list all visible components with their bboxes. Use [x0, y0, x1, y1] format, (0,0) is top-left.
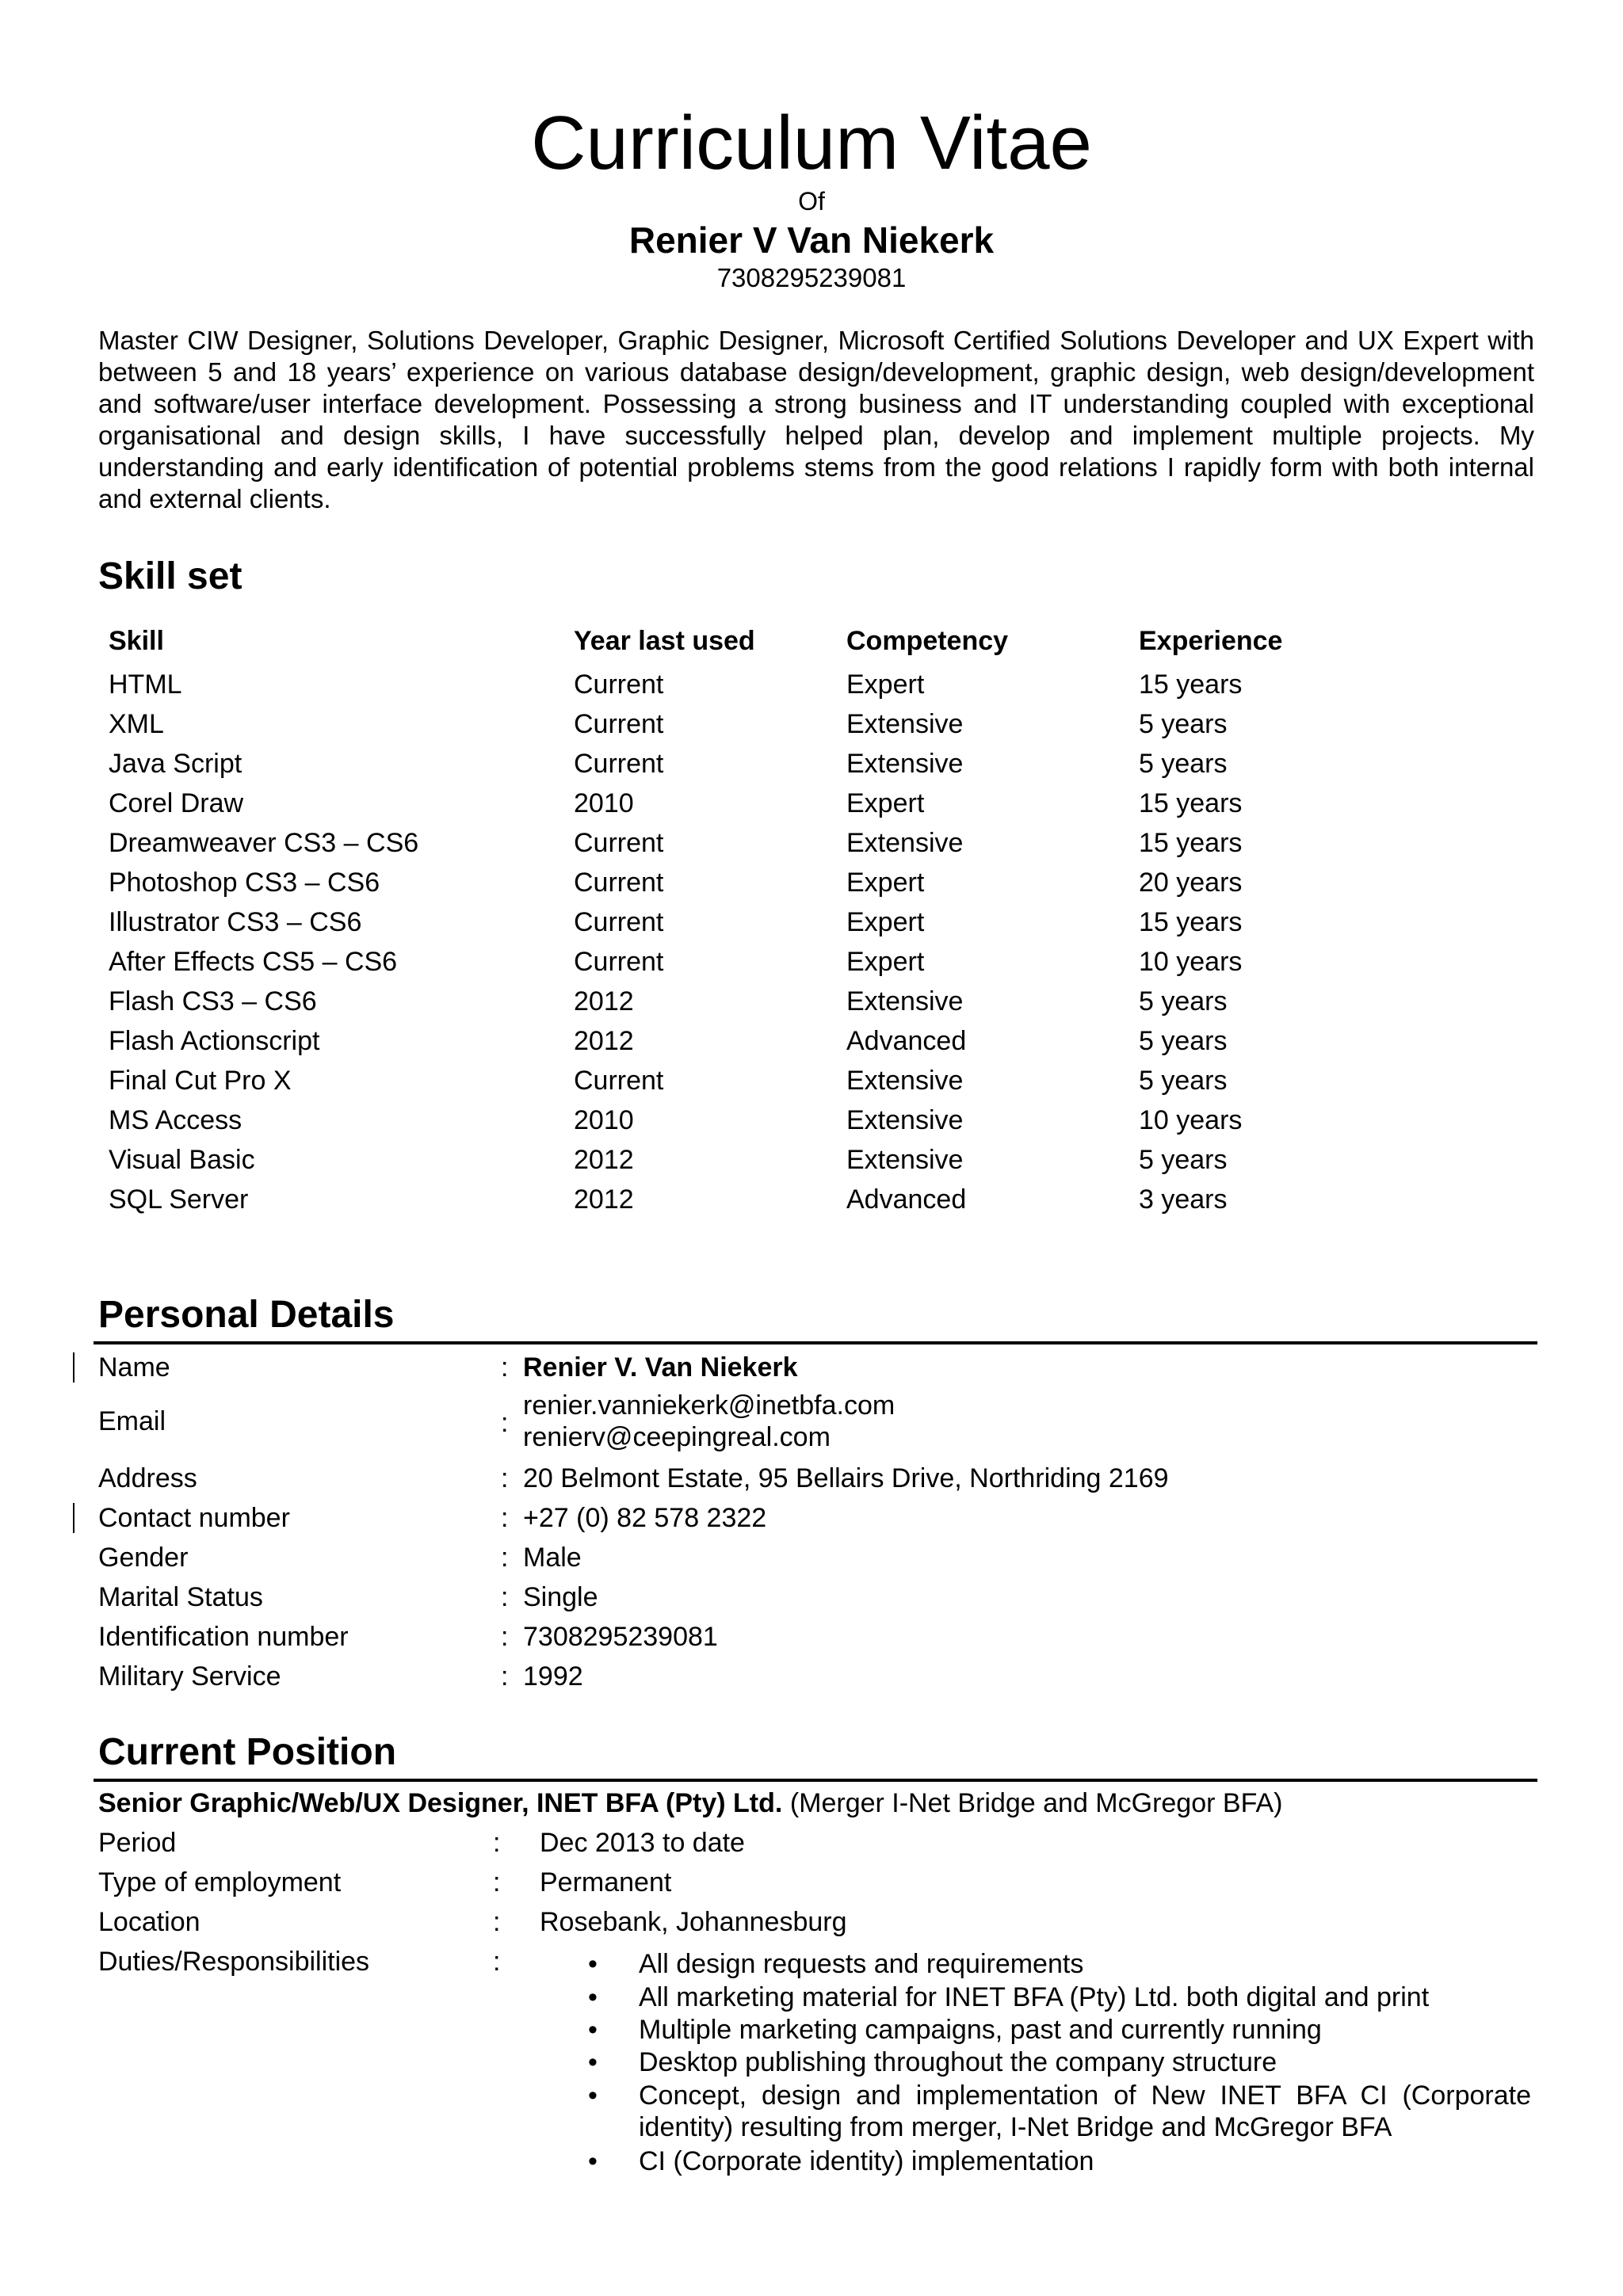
- competency-cell: Extensive: [846, 1145, 964, 1175]
- competency-cell: Advanced: [846, 1026, 967, 1056]
- skills-column-header: Experience: [1139, 626, 1283, 656]
- skill-cell: Dreamweaver CS3 – CS6: [109, 828, 419, 858]
- employment-type-label: Type of employment: [98, 1867, 342, 1897]
- identification-value: 7308295239081: [523, 1622, 718, 1652]
- field-separator: :: [501, 1622, 509, 1652]
- section-divider: [94, 1779, 1537, 1782]
- skill-cell: Flash Actionscript: [109, 1026, 320, 1056]
- bullet-icon: •: [588, 2146, 598, 2176]
- field-separator: :: [501, 1661, 509, 1691]
- contact-value: +27 (0) 82 578 2322: [523, 1503, 767, 1533]
- year-cell: Current: [574, 749, 664, 779]
- field-separator: :: [501, 1408, 509, 1438]
- competency-cell: Extensive: [846, 1105, 964, 1135]
- skill-cell: Final Cut Pro X: [109, 1066, 292, 1096]
- duty-item: CI (Corporate identity) implementation: [639, 2146, 1094, 2176]
- competency-cell: Extensive: [846, 709, 964, 739]
- field-separator: :: [493, 1907, 501, 1937]
- email-label: Email: [98, 1406, 166, 1436]
- year-cell: Current: [574, 828, 664, 858]
- competency-cell: Expert: [846, 947, 925, 977]
- marital-status-value: Single: [523, 1582, 598, 1612]
- skill-cell: HTML: [109, 669, 182, 700]
- experience-cell: 5 years: [1139, 1066, 1228, 1096]
- year-cell: 2012: [574, 1026, 634, 1056]
- document-title: Curriculum Vitae: [531, 101, 1092, 185]
- contact-label: Contact number: [98, 1503, 290, 1533]
- competency-cell: Extensive: [846, 986, 964, 1016]
- period-label: Period: [98, 1828, 177, 1858]
- marital-status-label: Marital Status: [98, 1582, 263, 1612]
- address-label: Address: [98, 1463, 197, 1493]
- current-position-heading: Current Position: [98, 1731, 397, 1773]
- skill-cell: Corel Draw: [109, 788, 244, 818]
- year-cell: 2010: [574, 788, 634, 818]
- skill-cell: SQL Server: [109, 1184, 249, 1215]
- candidate-name: Renier V Van Niekerk: [628, 219, 995, 261]
- experience-cell: 5 years: [1139, 749, 1228, 779]
- skills-column-header: Skill: [109, 626, 164, 656]
- personal-details-heading: Personal Details: [98, 1294, 395, 1336]
- skill-cell: Java Script: [109, 749, 242, 779]
- identification-label: Identification number: [98, 1622, 349, 1652]
- duty-item: Desktop publishing throughout the company structure: [639, 2047, 1277, 2077]
- skill-cell: Photoshop CS3 – CS6: [109, 868, 380, 898]
- field-separator: :: [501, 1582, 509, 1612]
- year-cell: Current: [574, 907, 664, 937]
- duties-label: Duties/Responsibilities: [98, 1947, 370, 1977]
- address-value: 20 Belmont Estate, 95 Bellairs Drive, Northriding 2169: [523, 1463, 1169, 1493]
- experience-cell: 5 years: [1139, 1026, 1228, 1056]
- experience-cell: 10 years: [1139, 1105, 1243, 1135]
- field-separator: :: [501, 1352, 509, 1383]
- bullet-icon: •: [588, 2081, 598, 2111]
- name-label: Name: [98, 1352, 170, 1383]
- period-value: Dec 2013 to date: [540, 1828, 745, 1858]
- skill-cell: XML: [109, 709, 164, 739]
- name-value: Renier V. Van Niekerk: [523, 1352, 798, 1383]
- location-value: Rosebank, Johannesburg: [540, 1907, 847, 1937]
- gender-label: Gender: [98, 1543, 189, 1573]
- skill-cell: Illustrator CS3 – CS6: [109, 907, 362, 937]
- year-cell: Current: [574, 868, 664, 898]
- competency-cell: Extensive: [846, 1066, 964, 1096]
- field-separator: :: [493, 1828, 501, 1858]
- year-cell: 2010: [574, 1105, 634, 1135]
- bullet-icon: •: [588, 1949, 598, 1979]
- skill-cell: After Effects CS5 – CS6: [109, 947, 398, 977]
- skill-cell: Flash CS3 – CS6: [109, 986, 317, 1016]
- gender-value: Male: [523, 1543, 582, 1573]
- candidate-id-number: 7308295239081: [716, 263, 907, 292]
- field-separator: :: [493, 1947, 501, 1977]
- competency-cell: Extensive: [846, 749, 964, 779]
- experience-cell: 5 years: [1139, 709, 1228, 739]
- location-label: Location: [98, 1907, 200, 1937]
- job-title: Senior Graphic/Web/UX Designer, INET BFA (Pty) Ltd.: [98, 1788, 783, 1818]
- experience-cell: 15 years: [1139, 788, 1243, 818]
- competency-cell: Expert: [846, 868, 925, 898]
- competency-cell: Advanced: [846, 1184, 967, 1215]
- military-service-label: Military Service: [98, 1661, 281, 1691]
- competency-cell: Extensive: [846, 828, 964, 858]
- section-divider: [94, 1341, 1537, 1344]
- skills-heading: Skill set: [98, 555, 242, 597]
- experience-cell: 3 years: [1139, 1184, 1228, 1215]
- field-separator: :: [493, 1867, 501, 1897]
- year-cell: Current: [574, 947, 664, 977]
- experience-cell: 15 years: [1139, 828, 1243, 858]
- field-separator: :: [501, 1503, 509, 1533]
- duty-item: All marketing material for INET BFA (Pty) Ltd. both digital and print: [639, 1982, 1430, 2012]
- year-cell: Current: [574, 669, 664, 700]
- year-cell: 2012: [574, 1145, 634, 1175]
- profile-summary: Master CIW Designer, Solutions Developer, Graphic Designer, Microsoft Certified Solutions Developer and UX Expert with between 5 and 18 years’ experience on various database design/development, graphic design, web design/development and software/user interface development. Possessing a strong business and IT understanding coupled with exceptional organisational and design skills, I have successfully helped plan, develop and implement multiple projects. My understanding and early identification of potential problems stems from the good relations I rapidly form with both internal and external clients.: [98, 326, 1534, 513]
- experience-cell: 5 years: [1139, 986, 1228, 1016]
- email-value: renier.vanniekerk@inetbfa.com: [523, 1390, 896, 1421]
- competency-cell: Expert: [846, 669, 925, 700]
- bullet-icon: •: [588, 2015, 598, 2045]
- bullet-icon: •: [588, 1982, 598, 2012]
- competency-cell: Expert: [846, 907, 925, 937]
- military-service-value: 1992: [523, 1661, 583, 1691]
- experience-cell: 15 years: [1139, 907, 1243, 937]
- employment-type-value: Permanent: [540, 1867, 672, 1897]
- year-cell: Current: [574, 709, 664, 739]
- change-bar: [73, 1503, 74, 1533]
- field-separator: :: [501, 1463, 509, 1493]
- email-value: renierv@ceepingreal.com: [523, 1422, 831, 1452]
- duty-item: All design requests and requirements: [639, 1949, 1084, 1979]
- year-cell: 2012: [574, 986, 634, 1016]
- bullet-icon: •: [588, 2047, 598, 2077]
- experience-cell: 20 years: [1139, 868, 1243, 898]
- experience-cell: 5 years: [1139, 1145, 1228, 1175]
- duty-item: Concept, design and implementation of New INET BFA CI (Corporate identity) resulting from merger, I-Net Bridge and McGregor BFA: [639, 2081, 1531, 2142]
- job-title-note: (Merger I-Net Bridge and McGregor BFA): [789, 1788, 1283, 1818]
- change-bar: [73, 1352, 74, 1383]
- duty-item: Multiple marketing campaigns, past and currently running: [639, 2015, 1322, 2045]
- competency-cell: Expert: [846, 788, 925, 818]
- skill-cell: Visual Basic: [109, 1145, 255, 1175]
- job-title-line: [98, 1787, 1282, 1819]
- skills-column-header: Competency: [846, 626, 1009, 656]
- experience-cell: 10 years: [1139, 947, 1243, 977]
- experience-cell: 15 years: [1139, 669, 1243, 700]
- title-of: Of: [798, 187, 825, 215]
- year-cell: Current: [574, 1066, 664, 1096]
- field-separator: :: [501, 1543, 509, 1573]
- skill-cell: MS Access: [109, 1105, 242, 1135]
- skills-column-header: Year last used: [574, 626, 755, 656]
- year-cell: 2012: [574, 1184, 634, 1215]
